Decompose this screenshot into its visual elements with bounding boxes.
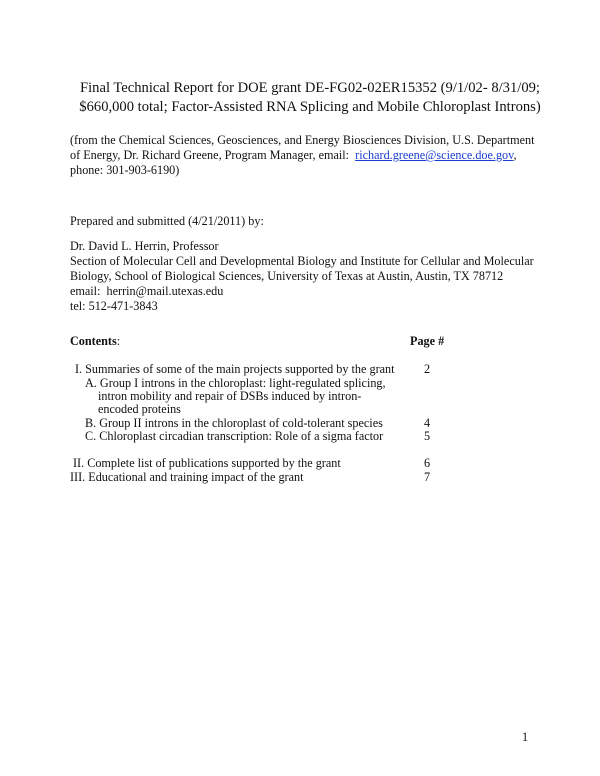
author-tel: tel: 512-471-3843 [70, 299, 158, 313]
source-line-3: phone: 301-903-6190) [70, 163, 180, 177]
toc-item: intron mobility and repair of DSBs induced by intron- [98, 389, 362, 403]
email-link[interactable]: richard.greene@science.doe.gov [355, 148, 514, 162]
title-line-2: $660,000 total; Factor-Assisted RNA Splicing and Mobile Chloroplast Introns) [79, 99, 541, 115]
title-line-1: Final Technical Report for DOE grant DE-FG02-02ER15352 (9/1/02- 8/31/09; [80, 80, 540, 96]
toc-item: encoded proteins [98, 402, 181, 416]
author-name: Dr. David L. Herrin, Professor [70, 239, 219, 253]
author-email: email: herrin@mail.utexas.edu [70, 284, 224, 298]
author-affiliation-2: Biology, School of Biological Sciences, University of Texas at Austin, Austin, TX 78712 [70, 269, 504, 283]
source-line-2-suffix: , [513, 148, 517, 162]
prepared-by: Prepared and submitted (4/21/2011) by: [70, 214, 264, 228]
author-affiliation-1: Section of Molecular Cell and Developmental Biology and Institute for Cellular and Molecular [70, 254, 534, 268]
toc-item: II. Complete list of publications supported by the grant [73, 456, 341, 470]
source-line-1: (from the Chemical Sciences, Geosciences, and Energy Biosciences Division, U.S. Department [70, 133, 535, 147]
toc-page-number: 6 [424, 456, 431, 470]
contents-heading-colon: : [116, 334, 121, 348]
toc-item: B. Group II introns in the chloroplast of cold-tolerant species [85, 416, 383, 430]
author-block [70, 239, 540, 314]
source-line-2-text: of Energy, Dr. Richard Greene, Program Manager, email: [70, 148, 356, 162]
source-line-2 [70, 148, 540, 163]
toc-page-number: 5 [424, 429, 431, 443]
toc-page-number: 2 [424, 362, 431, 376]
toc-item: A. Group I introns in the chloroplast: light-regulated splicing, [85, 376, 386, 390]
funding-source [70, 133, 540, 178]
toc-item: I. Summaries of some of the main projects supported by the grant [75, 362, 395, 376]
toc-item: III. Educational and training impact of the grant [70, 470, 304, 484]
toc-item: C. Chloroplast circadian transcription: Role of a sigma factor [85, 429, 384, 443]
contents-heading-text: Contents [70, 334, 117, 348]
report-title [60, 79, 560, 117]
page-number: 1 [522, 730, 529, 744]
toc-page-number: 4 [424, 416, 431, 430]
page-column-heading: Page # [410, 334, 445, 348]
toc-page-number: 7 [424, 470, 431, 484]
contents-heading [70, 334, 120, 349]
